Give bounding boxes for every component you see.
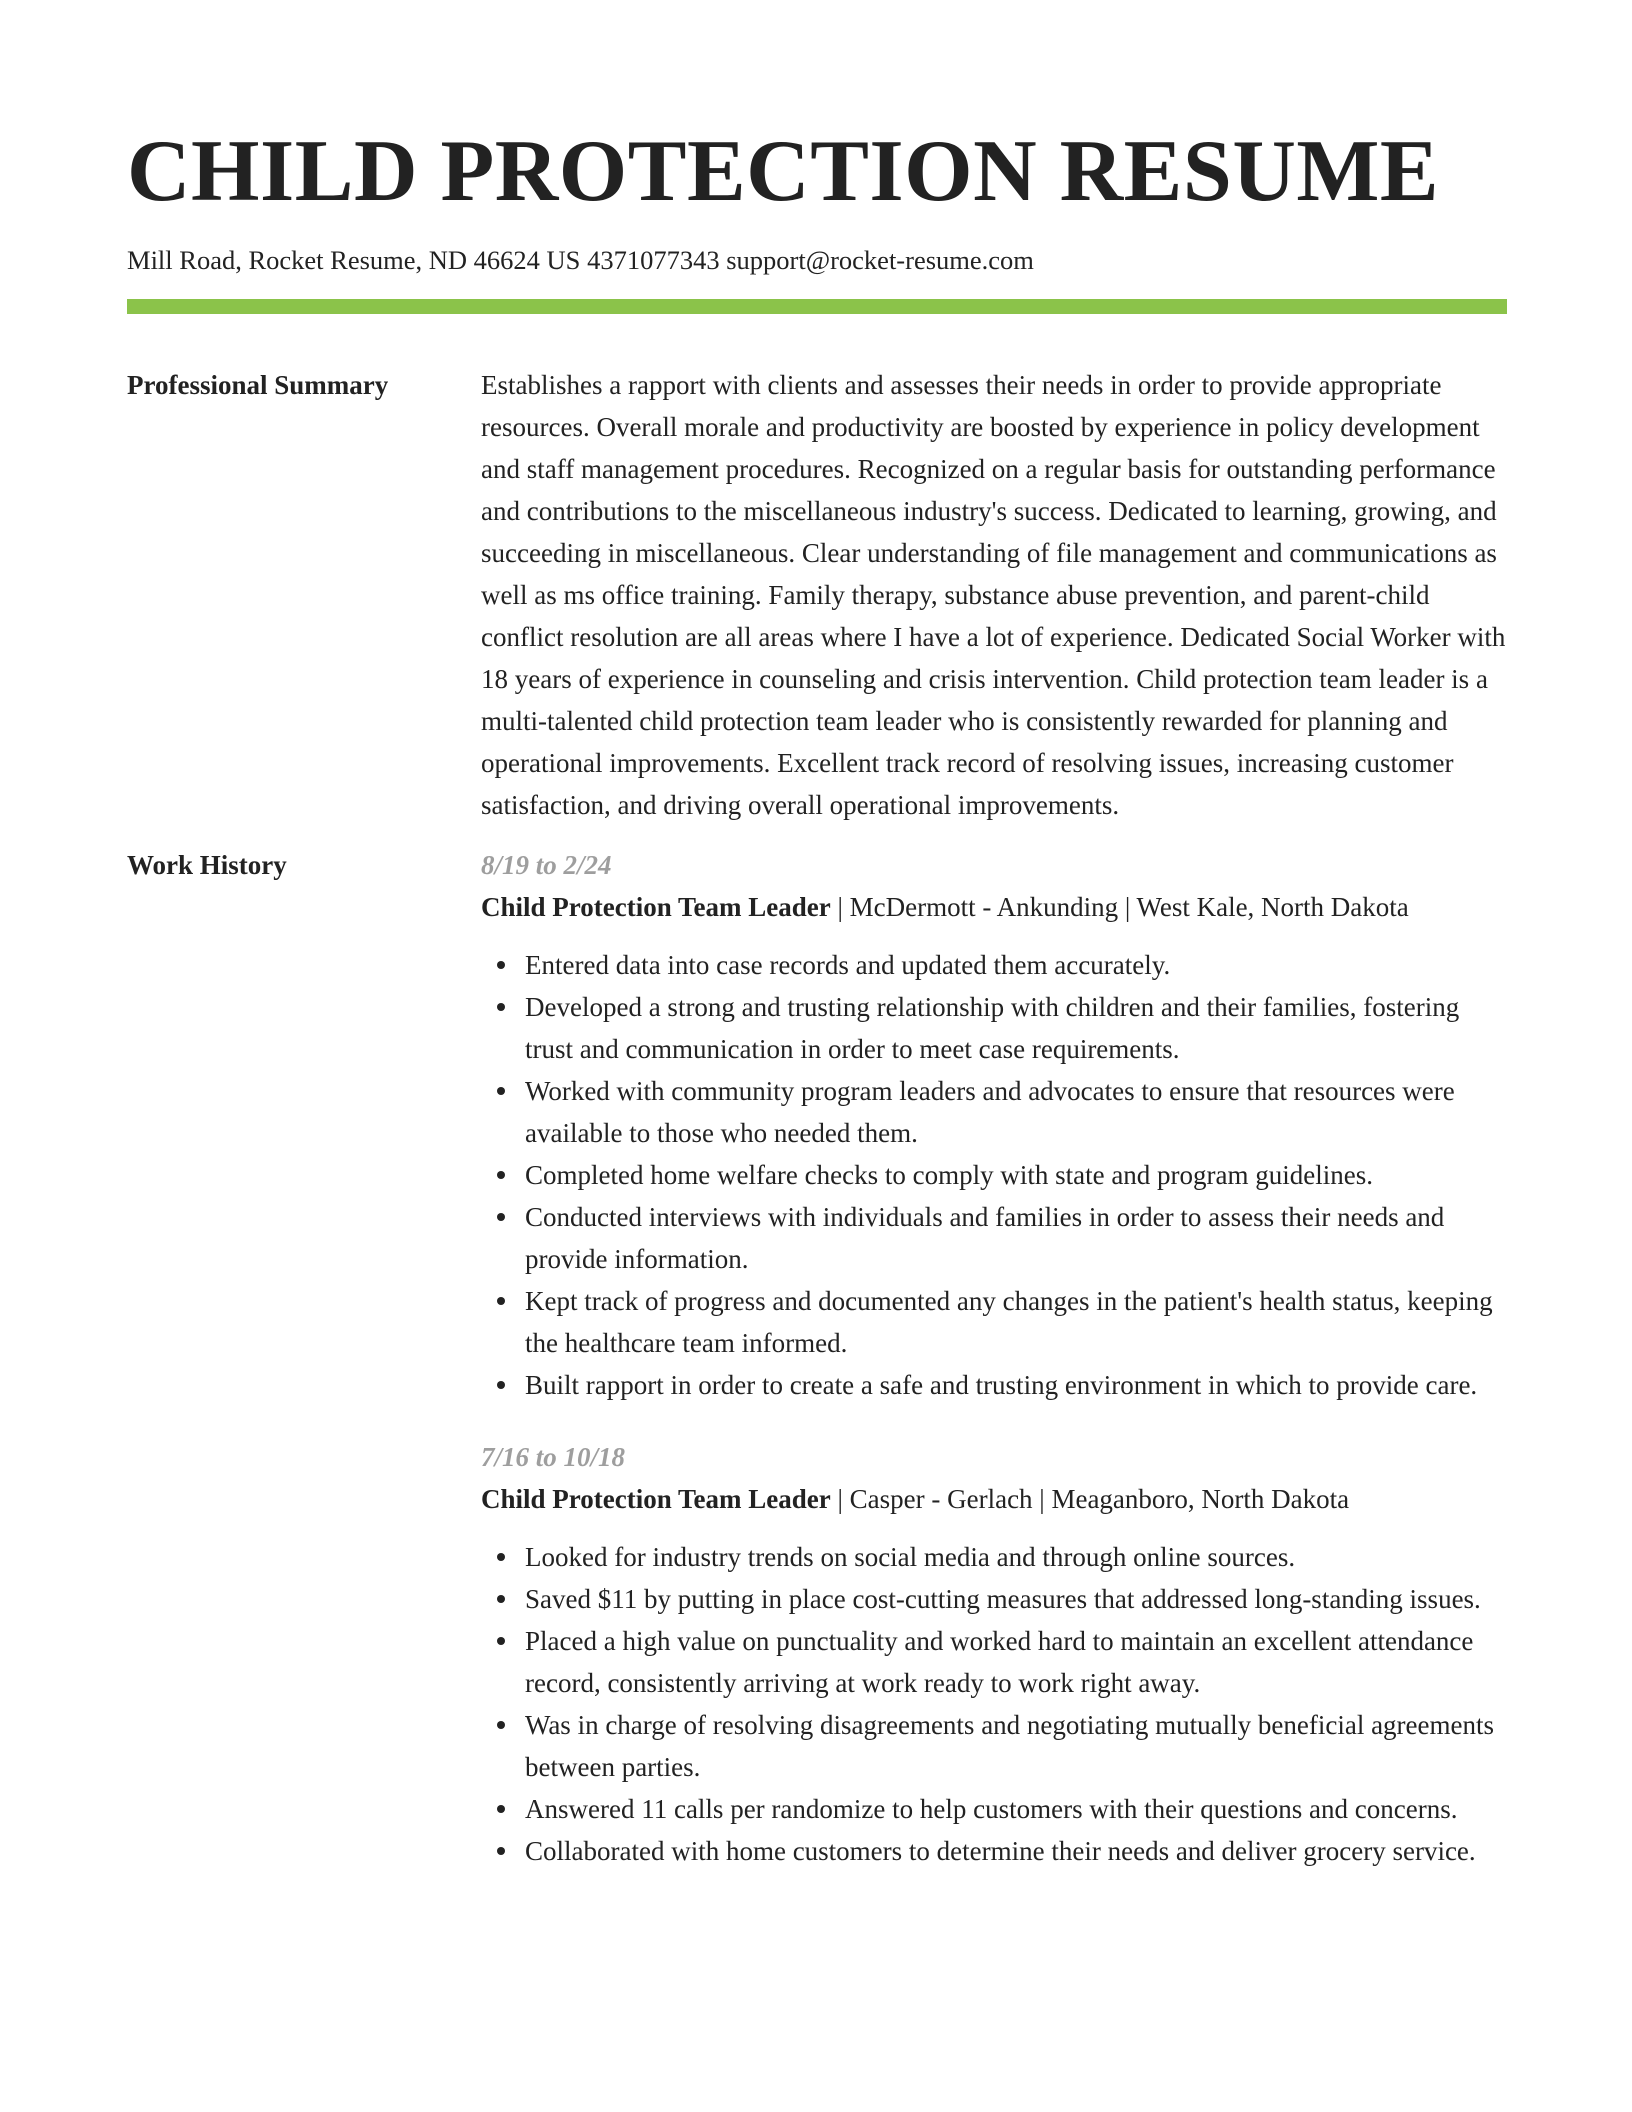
job-bullet-list bbox=[481, 1536, 1507, 1872]
section-label-work-history: Work History bbox=[127, 850, 287, 880]
list-item: Placed a high value on punctuality and worked hard to maintain an excellent attendance record, consistently arriving at work ready to work right away. bbox=[525, 1620, 1507, 1704]
work-history-body bbox=[481, 844, 1507, 1872]
list-item: Built rapport in order to create a safe and trusting environment in which to provide care. bbox=[525, 1364, 1507, 1406]
job-dates: 8/19 to 2/24 bbox=[481, 850, 612, 880]
list-item: Developed a strong and trusting relationship with children and their families, fostering trust and communication in order to meet case requirements. bbox=[525, 986, 1507, 1070]
job-dates: 7/16 to 10/18 bbox=[481, 1442, 626, 1472]
contact-phone: 4371077343 bbox=[587, 245, 720, 275]
professional-summary-section bbox=[127, 364, 1507, 826]
section-label-professional-summary: Professional Summary bbox=[127, 370, 389, 400]
list-item: Worked with community program leaders and advocates to ensure that resources were available to those who needed them. bbox=[525, 1070, 1507, 1154]
list-item: Collaborated with home customers to determine their needs and deliver grocery service. bbox=[525, 1830, 1507, 1872]
list-item: Answered 11 calls per randomize to help customers with their questions and concerns. bbox=[525, 1788, 1507, 1830]
contact-email: support@rocket-resume.com bbox=[726, 245, 1034, 275]
job-company-location: | Casper - Gerlach | Meaganboro, North Dakota bbox=[837, 1484, 1350, 1514]
list-item: Looked for industry trends on social media and through online sources. bbox=[525, 1536, 1507, 1578]
job-title-line bbox=[481, 886, 1507, 928]
list-item: Entered data into case records and updated them accurately. bbox=[525, 944, 1507, 986]
job-entry bbox=[481, 1436, 1507, 1872]
job-entry bbox=[481, 844, 1507, 1406]
list-item: Was in charge of resolving disagreements and negotiating mutually beneficial agreements between parties. bbox=[525, 1704, 1507, 1788]
work-history-section bbox=[127, 844, 1507, 1872]
resume-page bbox=[127, 112, 1507, 1872]
job-title-line bbox=[481, 1478, 1507, 1520]
resume-title: CHILD PROTECTION RESUME bbox=[127, 123, 1440, 220]
summary-text: Establishes a rapport with clients and assesses their needs in order to provide appropriate resources. Overall morale and productivity are boosted by experience in policy development and staff management procedures. Recognized on a regular basis for outstanding performance and contributions to the miscellaneous industry's success. Dedicated to learning, growing, and succeeding in miscellaneous. Clear understanding of file management and communications as well as ms office training. Family therapy, substance abuse prevention, and parent-child conflict resolution are all areas where I have a lot of experience. Dedicated Social Worker with 18 years of experience in counseling and crisis intervention. Child protection team leader is a multi-talented child protection team leader who is consistently rewarded for planning and operational improvements. Excellent track record of resolving issues, increasing customer satisfaction, and driving overall operational improvements. bbox=[481, 370, 1506, 820]
list-item: Kept track of progress and documented any changes in the patient's health status, keeping the healthcare team informed. bbox=[525, 1280, 1507, 1364]
job-title: Child Protection Team Leader bbox=[481, 892, 831, 922]
list-item: Conducted interviews with individuals and families in order to assess their needs and provide information. bbox=[525, 1196, 1507, 1280]
job-company-location: | McDermott - Ankunding | West Kale, North Dakota bbox=[837, 892, 1409, 922]
list-item: Completed home welfare checks to comply with state and program guidelines. bbox=[525, 1154, 1507, 1196]
list-item: Saved $11 by putting in place cost-cutting measures that addressed long-standing issues. bbox=[525, 1578, 1507, 1620]
contact-address: Mill Road, Rocket Resume, ND 46624 US bbox=[127, 245, 581, 275]
contact-line bbox=[127, 242, 1507, 278]
job-title: Child Protection Team Leader bbox=[481, 1484, 831, 1514]
job-bullet-list bbox=[481, 944, 1507, 1406]
header-divider bbox=[127, 299, 1507, 314]
summary-body bbox=[481, 364, 1507, 826]
